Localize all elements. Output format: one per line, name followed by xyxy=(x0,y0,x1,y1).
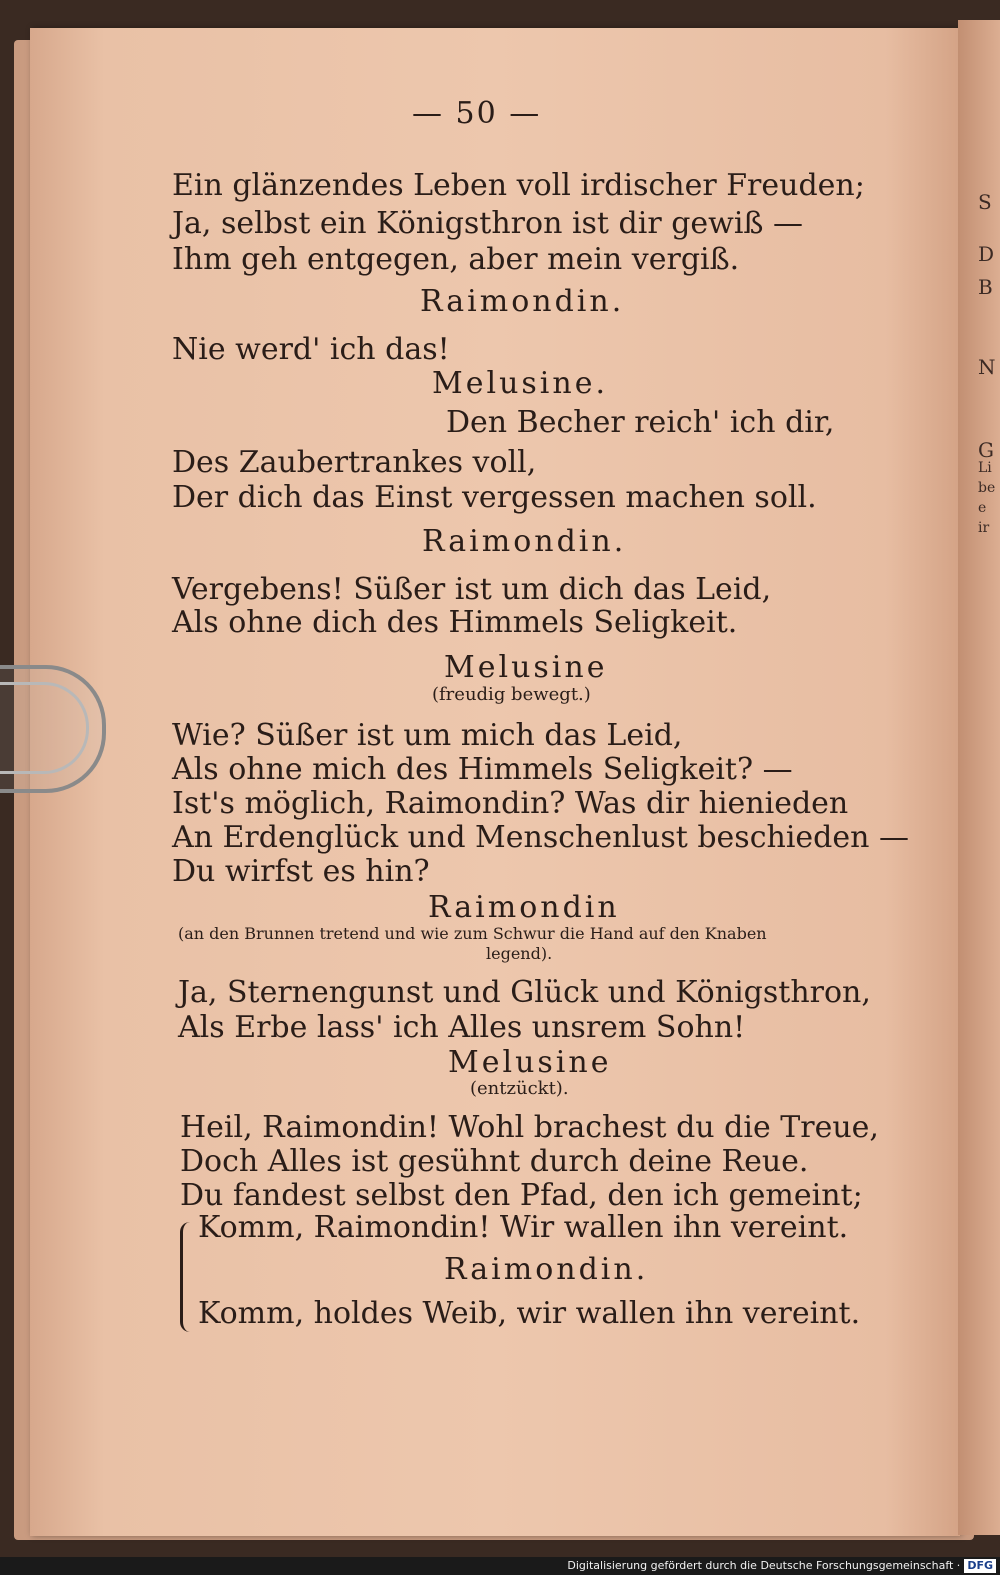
stage-direction: legend). xyxy=(486,944,553,963)
speaker-name: Raimondin xyxy=(428,890,620,925)
verse-line: Als ohne mich des Himmels Seligkeit? — xyxy=(172,752,793,787)
paper-clip-inner xyxy=(0,682,89,774)
page-number: — 50 — xyxy=(412,96,542,131)
verse-line: Den Becher reich' ich dir, xyxy=(446,405,835,440)
verse-line: Nie werd' ich das! xyxy=(172,332,450,367)
facing-page-edge xyxy=(958,20,1000,1535)
facing-page-fragment: e xyxy=(978,500,987,516)
verse-line: Ihm geh entgegen, aber mein vergiß. xyxy=(172,242,740,277)
speaker-name: Raimondin. xyxy=(444,1252,649,1287)
verse-line: Ja, selbst ein Königsthron ist dir gewiß — xyxy=(172,206,804,241)
verse-line: Ein glänzendes Leben voll irdischer Freuden; xyxy=(172,168,865,203)
facing-page-fragment: D xyxy=(978,242,995,266)
stage-direction: (entzückt). xyxy=(470,1078,569,1099)
verse-line: Ja, Sternengunst und Glück und Königsthron, xyxy=(178,975,871,1010)
digitization-footer xyxy=(0,1557,1000,1575)
speaker-name: Melusine. xyxy=(432,366,608,401)
verse-line: Doch Alles ist gesühnt durch deine Reue. xyxy=(180,1144,809,1179)
verse-line: Heil, Raimondin! Wohl brachest du die Treue, xyxy=(180,1110,879,1145)
stage-direction: (an den Brunnen tretend und wie zum Schwur die Hand auf den Knaben xyxy=(178,924,767,943)
verse-line: Ist's möglich, Raimondin? Was dir hienieden xyxy=(172,786,849,821)
verse-line: Komm, holdes Weib, wir wallen ihn vereint. xyxy=(198,1296,861,1331)
verse-line: Des Zaubertrankes voll, xyxy=(172,445,537,480)
facing-page-fragment: Li xyxy=(978,460,992,476)
verse-line: Der dich das Einst vergessen machen soll. xyxy=(172,480,817,515)
speaker-name: Raimondin. xyxy=(420,284,625,319)
facing-page-fragment: N xyxy=(978,355,996,379)
bracket-mark xyxy=(180,1222,197,1332)
verse-line: Du wirfst es hin? xyxy=(172,854,430,889)
dfg-logo: DFG xyxy=(964,1559,996,1573)
verse-line: Als ohne dich des Himmels Seligkeit. xyxy=(172,605,738,640)
verse-line: Wie? Süßer ist um mich das Leid, xyxy=(172,718,683,753)
verse-line: Komm, Raimondin! Wir wallen ihn vereint. xyxy=(198,1210,849,1245)
speaker-name: Raimondin. xyxy=(422,524,627,559)
stage-direction: (freudig bewegt.) xyxy=(432,684,591,705)
facing-page-fragment: ir xyxy=(978,520,990,536)
speaker-name: Melusine xyxy=(448,1045,612,1080)
speaker-name: Melusine xyxy=(444,650,608,685)
facing-page-fragment: be xyxy=(978,480,996,496)
facing-page-fragment: B xyxy=(978,275,993,299)
facing-page-fragment: G xyxy=(978,438,994,462)
facing-page-fragment: S xyxy=(978,190,992,214)
verse-line: Vergebens! Süßer ist um dich das Leid, xyxy=(172,572,772,607)
footer-text: Digitalisierung gefördert durch die Deutsche Forschungsgemeinschaft · xyxy=(567,1559,961,1572)
verse-line: Du fandest selbst den Pfad, den ich gemeint; xyxy=(180,1178,863,1213)
verse-line: An Erdenglück und Menschenlust beschieden — xyxy=(172,820,909,855)
verse-line: Als Erbe lass' ich Alles unsrem Sohn! xyxy=(178,1010,746,1045)
